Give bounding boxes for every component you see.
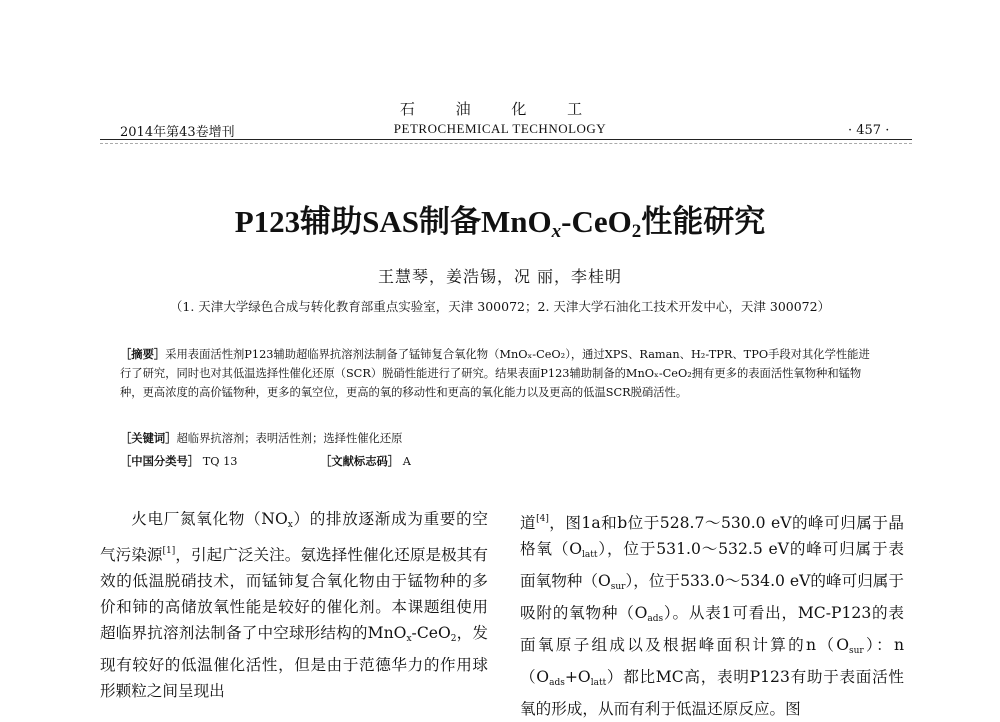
abstract	[120, 345, 880, 402]
article-title: P123辅助SAS制备MnO$_x$-CeO$_2$性能研究	[234, 204, 766, 242]
keywords-text: 超临界抗溶剂；表明活性剂；选择性催化还原	[176, 432, 403, 445]
issue-info: 2014年第43卷增刊	[120, 125, 235, 140]
document-code	[320, 453, 411, 469]
journal-title-en: PETROCHEMICAL TECHNOLOGY	[393, 121, 607, 136]
document-code-value: A	[402, 455, 411, 468]
document-code-label: ［文献标志码］	[320, 454, 400, 468]
affiliation: （1. 天津大学绿色合成与转化教育部重点实验室，天津 300072；2. 天津大学石油化工技术开发中心，天津 300072）	[169, 299, 831, 314]
body-paragraph: 火电厂氮氧化物$(NO_x)$的排放逐渐成为重要的空气污染源[1]，引起广泛关注。氨选择性催化还原是极其有效的低温脱硝技术，而锰铈复合氧化物由于锰物种的多价和铈的高储放氧性能是较好的催化剂。本课题组使用超临界抗溶剂法制备了中空球形结构的MnO$_x$-CeO$_2$，发现有较好的低温催化活性，但是由于范德华力的作用球形颗粒之间呈现出	[100, 510, 488, 700]
header-rule	[100, 139, 912, 140]
header-rule-dashed	[100, 143, 912, 144]
page-number: · 457 ·	[848, 123, 890, 138]
keywords-label: ［关键词］	[120, 431, 177, 445]
classification	[120, 453, 237, 469]
body-column-left	[100, 506, 488, 704]
classification-label: ［中国分类号］	[120, 454, 200, 468]
journal-title-cn: 石 油 化 工	[399, 100, 601, 118]
body-paragraph: 道[4]，图1a和b位于528.7～530.0 eV的峰可归属于晶格氧$(O_{latt})$，位于531.0～532.5 eV的峰可归属于表面氧物种$(O_{sur})$，位于533.0～534.0 eV的峰可归属于吸附的氧物种$(O_{ads})$。从表1可看出，MC-P123的表面氧原子组成以及根据峰面积计算的$n(O_{sur})$：$n(O_{ads}+O_{latt})$都比MC高，表明P123有助于表面活性氧的形成，从而有利于低温还原反应。图	[520, 514, 904, 718]
classification-value: TQ 13	[202, 455, 238, 468]
keywords	[120, 430, 880, 446]
abstract-text: 采用表面活性剂P123辅助超临界抗溶剂法制备了锰铈复合氧化物（MnOₓ-CeO₂），通过XPS、Raman、H₂-TPR、TPO手段对其化学性能进行了研究，同时也对其低温选择性催化还原（SCR）脱硝性能进行了研究。结果表面P123辅助制备的MnOₓ-CeO₂拥有更多的表面活性氧物种和锰物种，更高浓度的高价锰物种，更多的氧空位，更高的氧的移动性和更高的氧化能力以及更高的低温SCR脱硝活性。	[120, 348, 870, 399]
author-list: 王慧琴，姜浩锡，况 丽，李桂明	[377, 267, 623, 286]
abstract-label: ［摘要］	[120, 347, 166, 361]
body-column-right	[520, 506, 904, 722]
